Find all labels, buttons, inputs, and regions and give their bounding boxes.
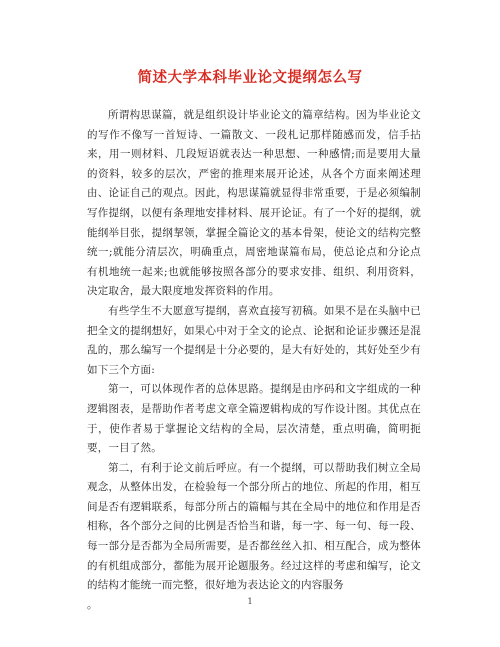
trailing-punctuation: 。 [87,598,98,611]
paragraph-2: 有些学生不大愿意写提纲，喜欢直接写初稿。如果不是在头脑中已把全文的提纲想好，如果心中对于全文的论点、论据和论证步骤还是混乱的，那么编写一个提纲是十分必要的，是大有好处的，其好处至少有如下三个方面: [87,304,421,376]
document-body [87,106,421,615]
paragraph-3: 第一，可以体现作者的总体思路。提纲是由序码和文字组成的一种逻辑图表，是帮助作者考虑文章全篇逻辑构成的写作设计图。其优点在于，使作者易于掌握论文结构的全局，层次清楚，重点明确，简明扼要，一目了然。 [87,383,421,455]
page-number: 1 [247,597,253,606]
paragraph-1: 所谓构思谋篇，就是组织设计毕业论文的篇章结构。因为毕业论文的写作不像写一首短诗、一篇散文、一段札记那样随感而发，信手拈来，用一则材料、几段短语就表达一种思想、一种感情;而是要用大量的资料，较多的层次，严密的推理来展开论述，从各个方面来阐述理由、论证自己的观点。因此，构思谋篇就显得非常重要，于是必须编制写作提纲，以便有条理地安排材料、展开论证。有了一个好的提纲，就能纲举目张，提纲挈领，掌握全篇论文的基本骨架，使论文的结构完整统一;就能分清层次，明确重点，周密地谋篇布局，使总论点和分论点有机地统一起来;也就能够按照各部分的要求安排、组织、利用资料，决定取舍，最大限度地发挥资料的作用。 [87,109,421,298]
document-title: 简述大学本科毕业论文提纲怎么写 [137,70,363,86]
paragraph-4: 第二，有利于论文前后呼应。有一个提纲，可以帮助我们树立全局观念，从整体出发，在检验每一个部分所占的地位、所起的作用，相互间是否有逻辑联系，每部分所占的篇幅与其在全局中的地位和作用是否相称，各个部分之间的比例是否恰当和谐，每一字、每一句、每一段、每一部分是否都为全局所需要，是否都丝丝入扣、相互配合，成为整体的有机组成部分，都能为展开论题服务。经过这样的考虑和编写，论文的结构才能统一而完整，很好地为表达论文的内容服务 [87,461,421,592]
